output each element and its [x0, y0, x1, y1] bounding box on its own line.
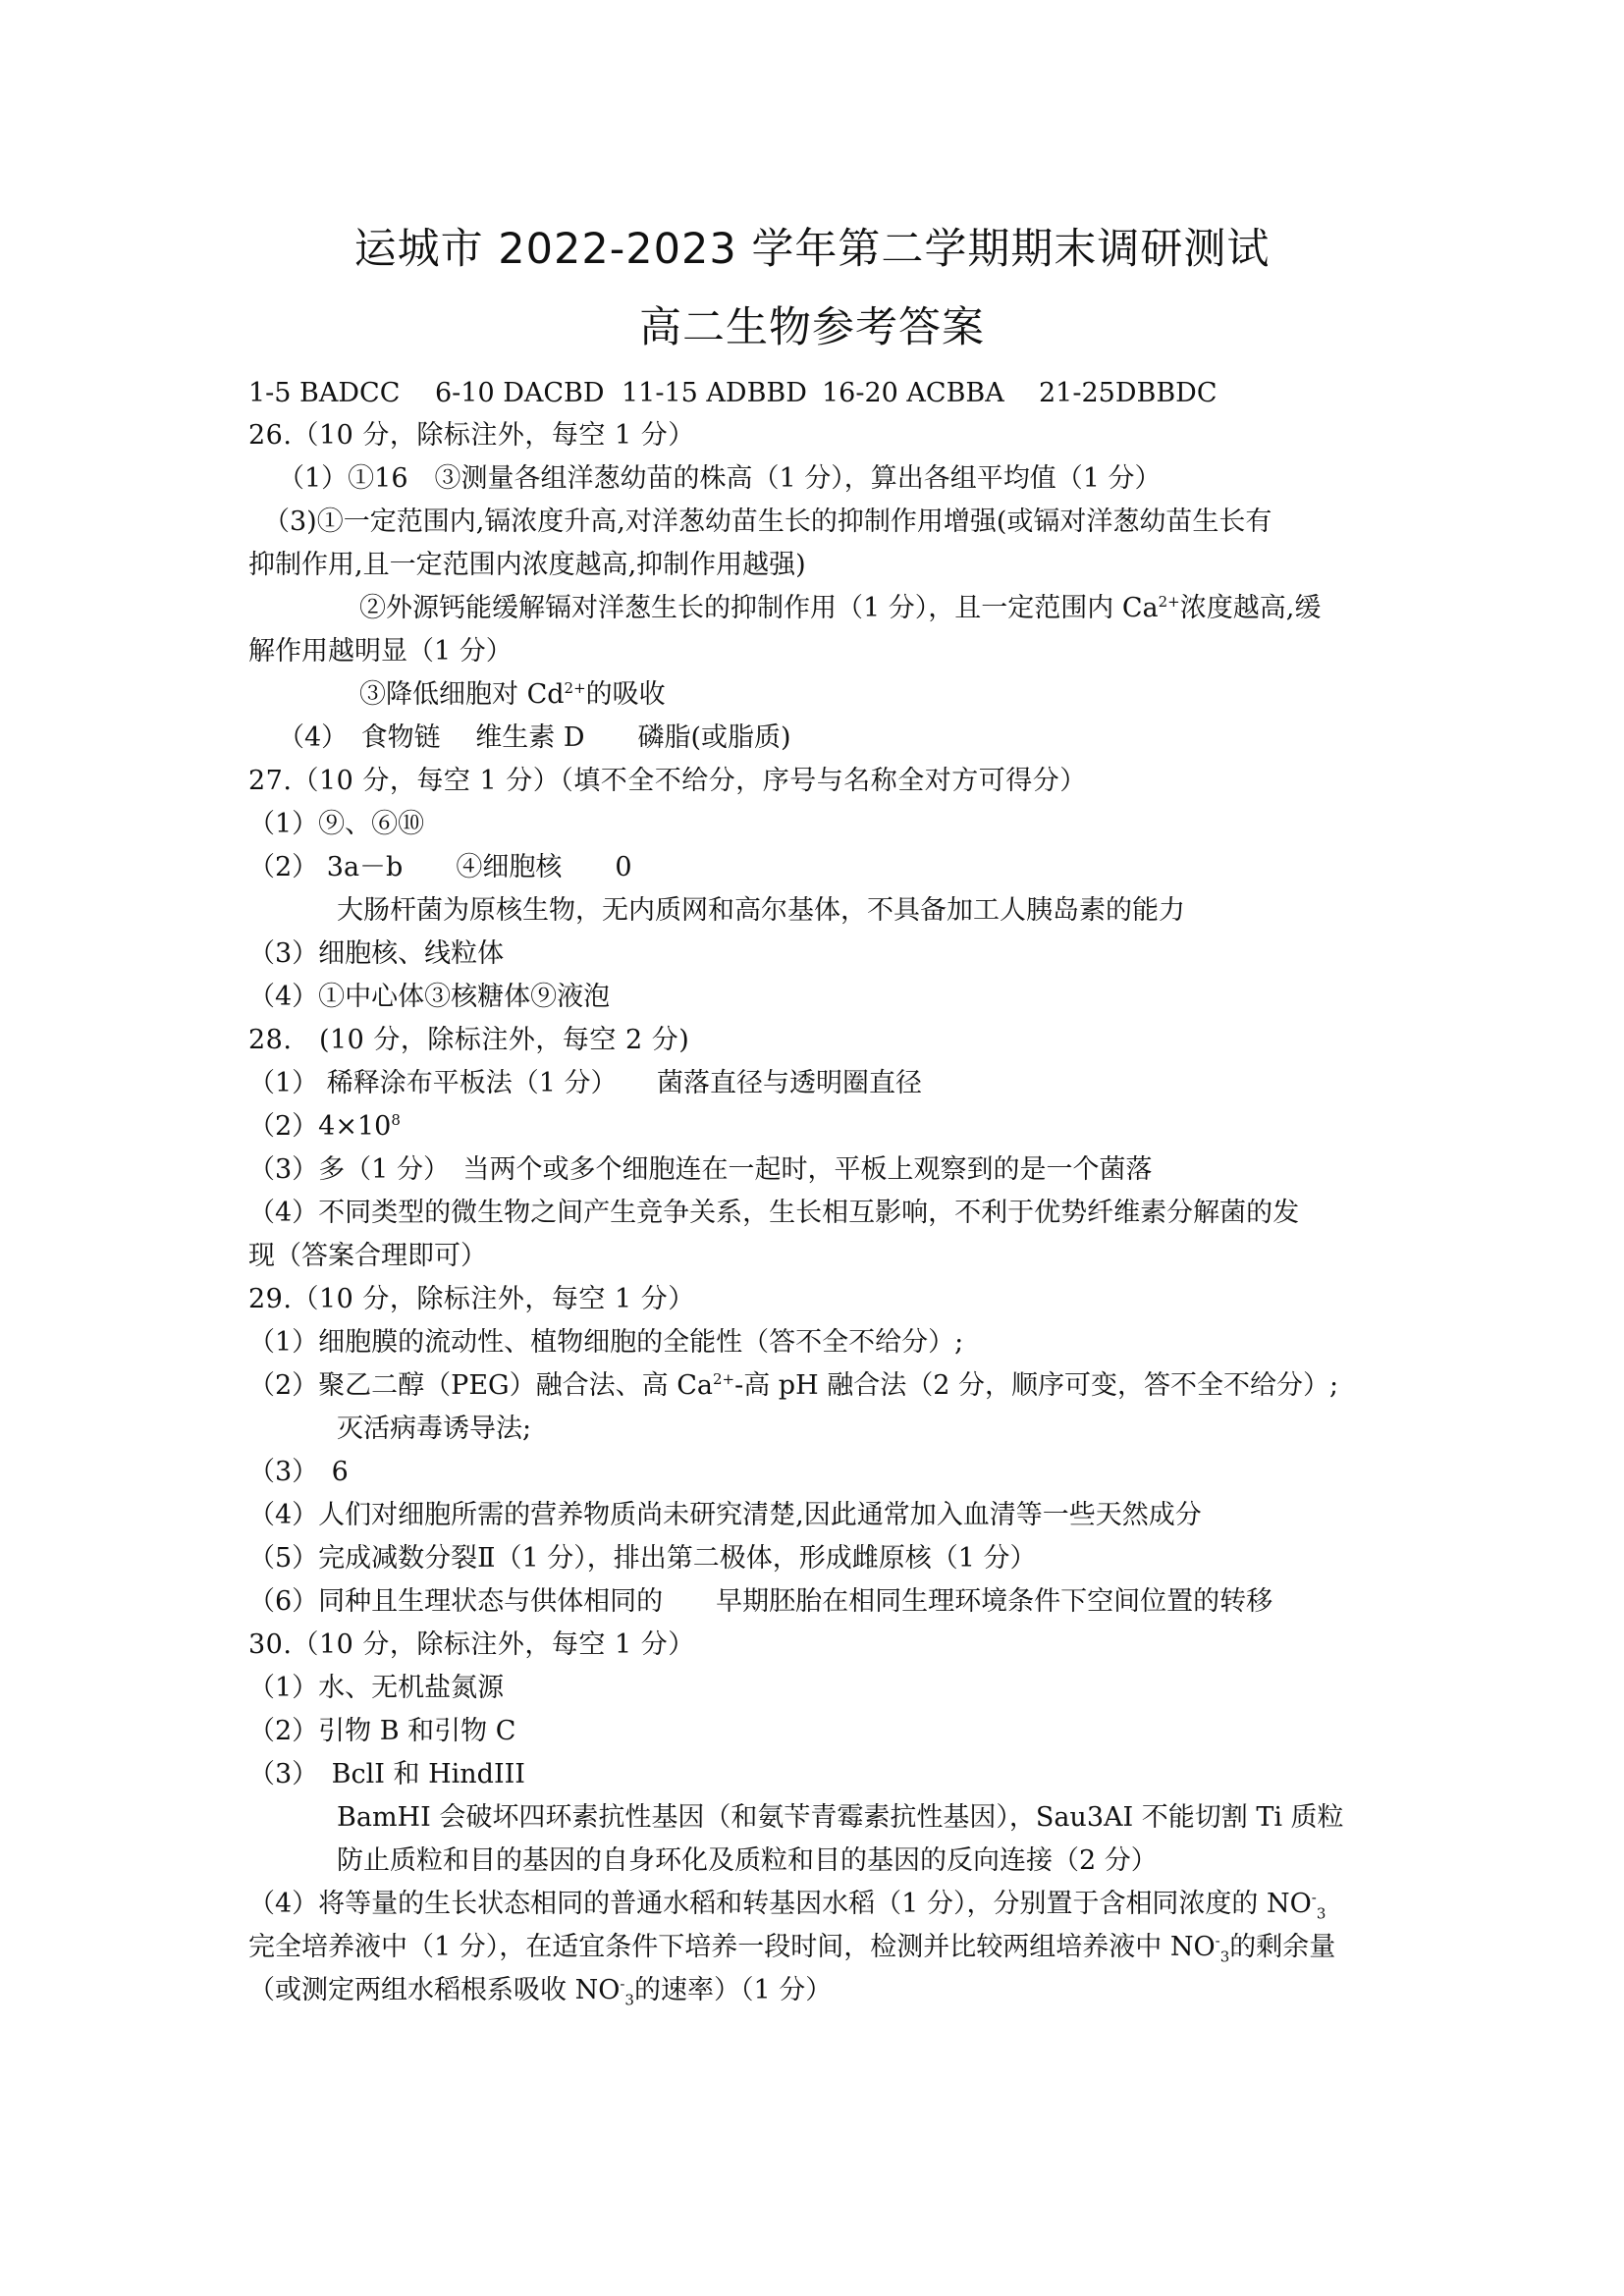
- subscript: 3: [1316, 1904, 1326, 1923]
- text-part: 浓度越高,缓: [1179, 593, 1322, 623]
- choice-group-5: 21-25DBBDC: [1039, 378, 1218, 408]
- answer-line: （1） 稀释涂布平板法（1 分） 菌落直径与透明圈直径: [248, 1068, 923, 1098]
- superscript: -: [620, 1975, 625, 1993]
- question-27-header: 27.（10 分，每空 1 分）（填不全不给分，序号与名称全对方可得分）: [248, 766, 1087, 796]
- answer-line: （1）①16 ③测量各组洋葱幼苗的株高（1 分），算出各组平均值（1 分）: [278, 463, 1162, 494]
- answer-line: （3）细胞核、线粒体: [248, 938, 505, 969]
- choice-group-3: 11-15 ADBBD: [622, 378, 807, 408]
- question-26-header: 26.（10 分，除标注外，每空 1 分）: [248, 420, 695, 451]
- answer-line: 解作用越明显（1 分）: [248, 636, 513, 667]
- answer-line: 大肠杆菌为原核生物，无内质网和高尔基体，不具备加工人胰岛素的能力: [337, 895, 1185, 926]
- answer-line: （3） 6: [248, 1457, 349, 1487]
- text-part: （2）4×10: [248, 1111, 392, 1142]
- answer-line: （3）多（1 分） 当两个或多个细胞连在一起时，平板上观察到的是一个菌落: [248, 1154, 1153, 1185]
- answer-line: （6）同种且生理状态与供体相同的 早期胚胎在相同生理环境条件下空间位置的转移: [248, 1586, 1273, 1617]
- question-28-header: 28. (10 分，除标注外，每空 2 分): [248, 1025, 690, 1055]
- answer-line: 抑制作用,且一定范围内浓度越高,抑制作用越强): [248, 550, 806, 580]
- subscript: 3: [624, 1991, 634, 2009]
- superscript: -: [1215, 1932, 1220, 1949]
- answer-line: BamHI 会破坏四环素抗性基因（和氨苄青霉素抗性基因），Sau3AI 不能切割 Ti 质粒: [337, 1802, 1344, 1833]
- choice-group-4: 16-20 ACBBA: [822, 378, 1004, 408]
- answer-line: [248, 1974, 832, 2007]
- answer-line: 灭活病毒诱导法;: [337, 1414, 532, 1444]
- answer-line: （4）不同类型的微生物之间产生竞争关系，生长相互影响，不利于优势纤维素分解菌的发: [248, 1198, 1300, 1228]
- answer-line: （2） 3a－b ④细胞核 0: [248, 852, 632, 882]
- text-part: （或测定两组水稻根系吸收 NO: [248, 1975, 621, 2005]
- answer-line: （1）细胞膜的流动性、植物细胞的全能性（答不全不给分）;: [248, 1327, 964, 1358]
- answer-line: [248, 1369, 1338, 1403]
- text-part: 的吸收: [585, 679, 666, 710]
- superscript: 2+: [712, 1370, 735, 1388]
- page-subtitle: 高二生物参考答案: [639, 303, 985, 352]
- answer-line: [248, 1110, 401, 1144]
- page-title: 运城市 2022-2023 学年第二学期期末调研测试: [353, 225, 1271, 274]
- superscript: 8: [391, 1111, 401, 1129]
- answer-line: [359, 678, 666, 712]
- superscript: 2+: [1158, 593, 1180, 611]
- answer-line: （3） BclI 和 HindIII: [248, 1759, 525, 1789]
- answer-line: [248, 1888, 1326, 1921]
- superscript: 2+: [564, 679, 586, 697]
- choice-group-2: 6-10 DACBD: [435, 378, 605, 408]
- answer-line: （5）完成减数分裂Ⅱ（1 分），排出第二极体，形成雌原核（1 分）: [248, 1543, 1037, 1574]
- answer-line: （1）⑨、⑥⑩: [248, 809, 425, 839]
- answer-line: （1）水、无机盐氮源: [248, 1673, 505, 1703]
- subscript: 3: [1219, 1948, 1230, 1966]
- text-part: ③降低细胞对 Cd: [359, 679, 565, 710]
- answer-line: [359, 592, 1321, 625]
- question-30-header: 30.（10 分，除标注外，每空 1 分）: [248, 1629, 695, 1660]
- answer-line: （3)①一定范围内,镉浓度升高,对洋葱幼苗生长的抑制作用增强(或镉对洋葱幼苗生长有: [263, 507, 1272, 537]
- answer-line: （2）引物 B 和引物 C: [248, 1716, 516, 1746]
- answer-line: （4）人们对细胞所需的营养物质尚未研究清楚,因此通常加入血清等一些天然成分: [248, 1500, 1202, 1530]
- choice-group-1: 1-5 BADCC: [248, 378, 401, 408]
- answer-line: [248, 1931, 1335, 1964]
- answer-line: 防止质粒和目的基因的自身环化及质粒和目的基因的反向连接（2 分）: [337, 1845, 1158, 1876]
- answer-line: 现（答案合理即可）: [248, 1241, 487, 1271]
- answer-line: （4）①中心体③核糖体⑨液泡: [248, 982, 611, 1012]
- text-part: 的剩余量: [1229, 1932, 1336, 1962]
- answer-line: （4） 食物链 维生素 D 磷脂(或脂质): [278, 722, 791, 753]
- text-part: （4）将等量的生长状态相同的普通水稻和转基因水稻（1 分），分别置于含相同浓度的 NO: [248, 1889, 1312, 1919]
- text-part: 的速率）（1 分）: [633, 1975, 833, 2005]
- text-part: ②外源钙能缓解镉对洋葱生长的抑制作用（1 分），且一定范围内 Ca: [359, 593, 1159, 623]
- text-part: 完全培养液中（1 分），在适宜条件下培养一段时间，检测并比较两组培养液中 NO: [248, 1932, 1216, 1962]
- text-part: -高 pH 融合法（2 分，顺序可变，答不全不给分）;: [734, 1370, 1339, 1401]
- superscript: -: [1311, 1889, 1317, 1906]
- question-29-header: 29.（10 分，除标注外，每空 1 分）: [248, 1284, 695, 1314]
- text-part: （2）聚乙二醇（PEG）融合法、高 Ca: [248, 1370, 713, 1401]
